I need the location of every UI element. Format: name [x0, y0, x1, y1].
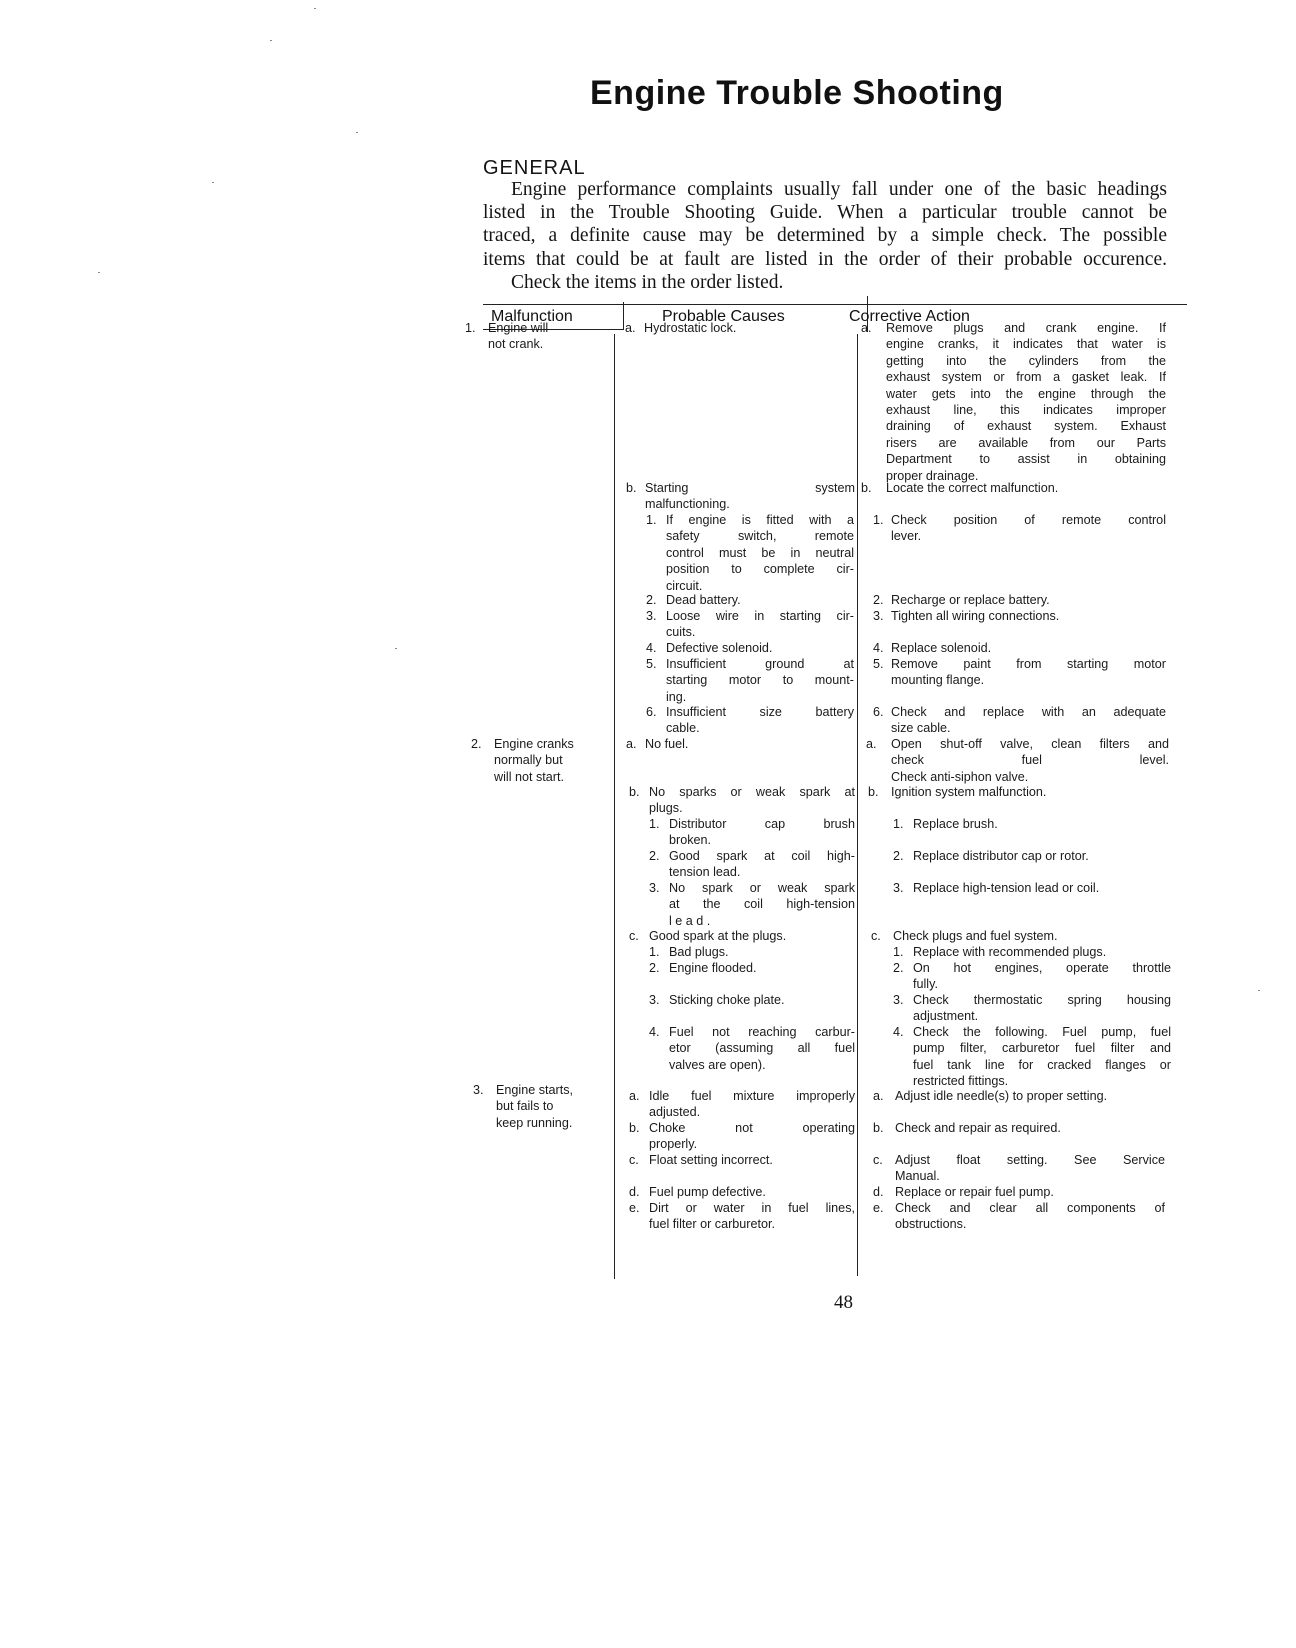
cause-marker: 5. — [646, 657, 657, 671]
cause-line: Starting system — [645, 481, 855, 495]
cause-entry — [669, 1024, 855, 1073]
malfunction-line: Engine will — [488, 321, 549, 335]
action-marker: a. — [866, 737, 877, 751]
header-corrective-action: Corrective Action — [849, 308, 970, 325]
cause-marker: 2. — [649, 849, 660, 863]
cause-line: Sticking choke plate. — [669, 993, 785, 1007]
action-marker: 2. — [893, 849, 904, 863]
cause-line: Distributor cap brush — [669, 817, 855, 831]
action-line: lever. — [891, 529, 922, 544]
action-line: Department to assist in obtaining — [886, 452, 1166, 467]
cause-line: Choke not operating — [649, 1121, 855, 1135]
cause-line: Idle fuel mixture improperly — [649, 1089, 855, 1103]
action-marker: b. — [861, 481, 872, 495]
cause-marker: 3. — [649, 993, 660, 1007]
malfunction-entry — [488, 320, 548, 353]
action-line: Check and repair as required. — [895, 1121, 1061, 1135]
cause-entry — [666, 608, 854, 641]
cause-line: cuits. — [666, 625, 696, 640]
action-marker: 3. — [893, 993, 904, 1007]
cause-entry — [669, 848, 855, 881]
cause-line: tension lead. — [669, 865, 741, 880]
action-entry — [886, 480, 1166, 496]
cause-entry — [649, 1120, 855, 1153]
action-line: pump filter, carburetor fuel filter and — [913, 1041, 1171, 1056]
action-line: Manual. — [895, 1169, 940, 1184]
action-entry — [913, 1024, 1171, 1090]
cause-marker: 3. — [649, 881, 660, 895]
action-marker: 2. — [893, 961, 904, 975]
cause-marker: 3. — [646, 609, 657, 623]
action-entry — [913, 992, 1171, 1025]
action-line: Replace with recommended plugs. — [913, 945, 1107, 959]
scan-speck — [212, 182, 214, 183]
action-line: Check position of remote control — [891, 513, 1166, 527]
cause-line: ing. — [666, 689, 687, 704]
action-line: Open shut-off valve, clean filters and — [891, 737, 1169, 751]
cause-line: etor (assuming all fuel — [669, 1041, 855, 1056]
column-divider — [623, 302, 624, 330]
cause-marker: 4. — [646, 641, 657, 655]
cause-line: Hydrostatic lock. — [644, 321, 737, 335]
action-line: Replace brush. — [913, 817, 998, 831]
cause-entry — [644, 320, 854, 336]
scan-speck — [98, 272, 100, 273]
intro-line: Check the items in the order listed. — [511, 271, 784, 293]
cause-marker: 1. — [649, 817, 660, 831]
action-marker: 1. — [893, 945, 904, 959]
action-line: Check thermostatic spring housing — [913, 993, 1171, 1007]
cause-line: Float setting incorrect. — [649, 1153, 773, 1167]
malfunction-line: keep running. — [496, 1115, 573, 1130]
action-line: Ignition system malfunction. — [891, 785, 1047, 799]
scan-speck — [270, 40, 272, 41]
cause-marker: b. — [629, 1121, 640, 1135]
action-entry — [913, 816, 1168, 832]
action-line: exhaust line, this indicates improper — [886, 403, 1166, 418]
cause-entry — [666, 704, 854, 737]
action-line: draining of exhaust system. Exhaust — [886, 419, 1166, 434]
cause-line: circuit. — [666, 578, 703, 593]
cause-entry — [669, 944, 855, 960]
action-line: fuel tank line for cracked flanges or — [913, 1057, 1171, 1072]
action-entry — [895, 1152, 1165, 1185]
cause-line: Dead battery. — [666, 593, 741, 607]
cause-entry — [669, 880, 855, 929]
action-entry — [895, 1088, 1173, 1104]
malfunction-marker: 2. — [471, 737, 482, 751]
action-marker: 6. — [873, 705, 884, 719]
action-entry — [891, 512, 1166, 545]
actions-column-rule — [857, 334, 858, 1276]
action-marker: 2. — [873, 593, 884, 607]
cause-line: Insufficient ground at — [666, 657, 854, 671]
scan-speck — [1258, 990, 1260, 991]
cause-entry — [649, 784, 855, 817]
cause-line: adjusted. — [649, 1105, 701, 1120]
action-line: adjustment. — [913, 1009, 979, 1024]
cause-marker: d. — [629, 1185, 640, 1199]
malfunction-line: but fails to — [496, 1099, 554, 1114]
cause-entry — [645, 736, 855, 752]
action-entry — [895, 1184, 1173, 1200]
cause-marker: 4. — [649, 1025, 660, 1039]
action-marker: 3. — [893, 881, 904, 895]
cause-line: valves are open). — [669, 1057, 766, 1072]
action-line: fully. — [913, 977, 938, 992]
action-entry — [891, 608, 1166, 624]
action-entry — [886, 320, 1166, 484]
action-marker: e. — [873, 1201, 884, 1215]
action-marker: 3. — [873, 609, 884, 623]
action-marker: 1. — [893, 817, 904, 831]
cause-line: No spark or weak spark — [669, 881, 855, 895]
cause-line: No sparks or weak spark at — [649, 785, 855, 799]
action-line: Tighten all wiring connections. — [891, 609, 1060, 623]
action-entry — [893, 928, 1171, 944]
page-title: Engine Trouble Shooting — [590, 74, 1004, 112]
cause-line: Defective solenoid. — [666, 641, 773, 655]
intro-line: Engine performance complaints usually fall under one of the basic headings — [511, 179, 1167, 200]
cause-entry — [649, 928, 855, 944]
malfunction-line: not crank. — [488, 337, 544, 352]
action-entry — [891, 656, 1166, 689]
action-entry — [913, 960, 1171, 993]
action-line: check fuel level. — [891, 753, 1169, 768]
cause-entry — [649, 1088, 855, 1121]
action-marker: b. — [868, 785, 879, 799]
action-line: Replace distributor cap or rotor. — [913, 849, 1089, 863]
malfunction-line: Engine cranks — [494, 737, 574, 751]
cause-marker: e. — [629, 1201, 640, 1215]
cause-marker: c. — [629, 1153, 639, 1167]
action-line: proper drainage. — [886, 468, 979, 483]
action-entry — [891, 592, 1166, 608]
cause-line: l e a d . — [669, 913, 711, 928]
action-line: Check the following. Fuel pump, fuel — [913, 1025, 1171, 1039]
cause-line: safety switch, remote — [666, 529, 854, 544]
action-line: Check and clear all components of — [895, 1201, 1165, 1215]
cause-entry — [666, 512, 854, 594]
cause-marker: 1. — [649, 945, 660, 959]
action-entry — [891, 704, 1166, 737]
action-line: Adjust float setting. See Service — [895, 1153, 1165, 1167]
cause-marker: a. — [626, 737, 637, 751]
malfunction-line: normally but — [494, 753, 563, 768]
cause-entry — [649, 1152, 855, 1168]
action-marker: c. — [871, 929, 881, 943]
cause-line: position to complete cir- — [666, 562, 854, 577]
malfunction-line: Engine starts, — [496, 1083, 574, 1097]
intro-line: traced, a definite cause may be determined by a simple check. The possible — [483, 225, 1167, 247]
malfunction-marker: 3. — [473, 1083, 484, 1097]
action-line: exhaust system or from a gasket leak. If — [886, 370, 1166, 385]
cause-marker: 1. — [646, 513, 657, 527]
cause-line: cable. — [666, 721, 700, 736]
cause-line: No fuel. — [645, 737, 689, 751]
section-heading: GENERAL — [483, 157, 586, 179]
cause-entry — [649, 1184, 855, 1200]
cause-line: fuel filter or carburetor. — [649, 1217, 775, 1232]
cause-line: If engine is fitted with a — [666, 513, 854, 527]
scan-speck — [395, 648, 397, 649]
cause-line: Insufficient size battery — [666, 705, 854, 719]
cause-entry — [666, 592, 854, 608]
causes-column-rule — [614, 334, 615, 1279]
action-line: restricted fittings. — [913, 1074, 1009, 1089]
cause-line: Engine flooded. — [669, 961, 757, 975]
cause-line: Loose wire in starting cir- — [666, 609, 854, 623]
action-entry — [895, 1200, 1165, 1233]
action-line: getting into the cylinders from the — [886, 353, 1166, 368]
scan-speck — [356, 132, 358, 133]
page-number: 48 — [834, 1292, 853, 1313]
header-probable-causes: Probable Causes — [662, 308, 785, 325]
action-line: Check and replace with an adequate — [891, 705, 1166, 719]
action-marker: 4. — [873, 641, 884, 655]
table-top-rule — [483, 304, 1187, 305]
action-line: mounting flange. — [891, 673, 985, 688]
cause-marker: c. — [629, 929, 639, 943]
cause-line: Good spark at the plugs. — [649, 929, 787, 943]
cause-marker: 2. — [646, 593, 657, 607]
cause-line: Dirt or water in fuel lines, — [649, 1201, 855, 1215]
action-line: risers are available from our Parts — [886, 435, 1166, 450]
cause-marker: a. — [625, 321, 636, 335]
cause-marker: a. — [629, 1089, 640, 1103]
action-marker: 1. — [873, 513, 884, 527]
action-line: Replace high-tension lead or coil. — [913, 881, 1100, 895]
malfunction-line: will not start. — [494, 769, 564, 784]
action-entry — [895, 1120, 1173, 1136]
cause-entry — [666, 640, 854, 656]
cause-entry — [669, 816, 855, 849]
cause-line: malfunctioning. — [645, 497, 730, 512]
intro-line: listed in the Trouble Shooting Guide. When a particular trouble cannot be — [483, 202, 1167, 224]
cause-entry — [669, 960, 855, 976]
action-line: engine cranks, it indicates that water is — [886, 337, 1166, 352]
cause-entry — [669, 992, 855, 1008]
action-line: Check anti-siphon valve. — [891, 769, 1029, 784]
action-line: size cable. — [891, 721, 951, 736]
action-marker: b. — [873, 1121, 884, 1135]
action-line: Remove paint from starting motor — [891, 657, 1166, 671]
cause-line: at the coil high-tension — [669, 897, 855, 912]
malfunction-entry — [494, 736, 574, 785]
action-entry — [891, 736, 1169, 785]
action-line: On hot engines, operate throttle — [913, 961, 1171, 975]
troubleshooting-table — [465, 304, 1187, 1279]
action-marker: a. — [861, 321, 872, 335]
cause-entry — [649, 1200, 855, 1233]
action-entry — [913, 848, 1168, 864]
malfunction-entry — [496, 1082, 573, 1131]
action-entry — [913, 880, 1168, 896]
action-line: Adjust idle needle(s) to proper setting. — [895, 1089, 1108, 1103]
action-marker: a. — [873, 1089, 884, 1103]
action-line: Replace solenoid. — [891, 641, 992, 655]
action-line: water gets into the engine through the — [886, 386, 1166, 401]
cause-marker: 2. — [649, 961, 660, 975]
action-entry — [913, 944, 1171, 960]
scan-speck — [314, 8, 316, 9]
action-marker: 4. — [893, 1025, 904, 1039]
cause-line: control must be in neutral — [666, 545, 854, 560]
cause-line: Good spark at coil high- — [669, 849, 855, 863]
cause-marker: b. — [629, 785, 640, 799]
cause-marker: 6. — [646, 705, 657, 719]
action-entry — [891, 784, 1169, 800]
cause-line: broken. — [669, 833, 712, 848]
cause-entry — [645, 480, 855, 513]
cause-line: Bad plugs. — [669, 945, 729, 959]
action-entry — [891, 640, 1166, 656]
cause-line: plugs. — [649, 801, 683, 816]
action-line: Recharge or replace battery. — [891, 593, 1050, 607]
action-line: obstructions. — [895, 1217, 967, 1232]
cause-line: Fuel pump defective. — [649, 1185, 766, 1199]
action-marker: 5. — [873, 657, 884, 671]
cause-entry — [666, 656, 854, 705]
cause-line: Fuel not reaching carbur- — [669, 1025, 855, 1039]
action-line: Replace or repair fuel pump. — [895, 1185, 1054, 1199]
action-marker: c. — [873, 1153, 883, 1167]
cause-line: starting motor to mount- — [666, 673, 854, 688]
cause-line: properly. — [649, 1137, 698, 1152]
cause-marker: b. — [626, 481, 637, 495]
header-malfunction: Malfunction — [491, 308, 573, 325]
action-line: Locate the correct malfunction. — [886, 481, 1059, 495]
intro-line: items that could be at fault are listed in the order of their probable occurence. — [483, 248, 1167, 270]
intro-paragraph — [483, 178, 1167, 294]
malfunction-marker: 1. — [465, 321, 476, 335]
action-marker: d. — [873, 1185, 884, 1199]
action-line: Remove plugs and crank engine. If — [886, 321, 1166, 335]
action-line: Check plugs and fuel system. — [893, 929, 1058, 943]
